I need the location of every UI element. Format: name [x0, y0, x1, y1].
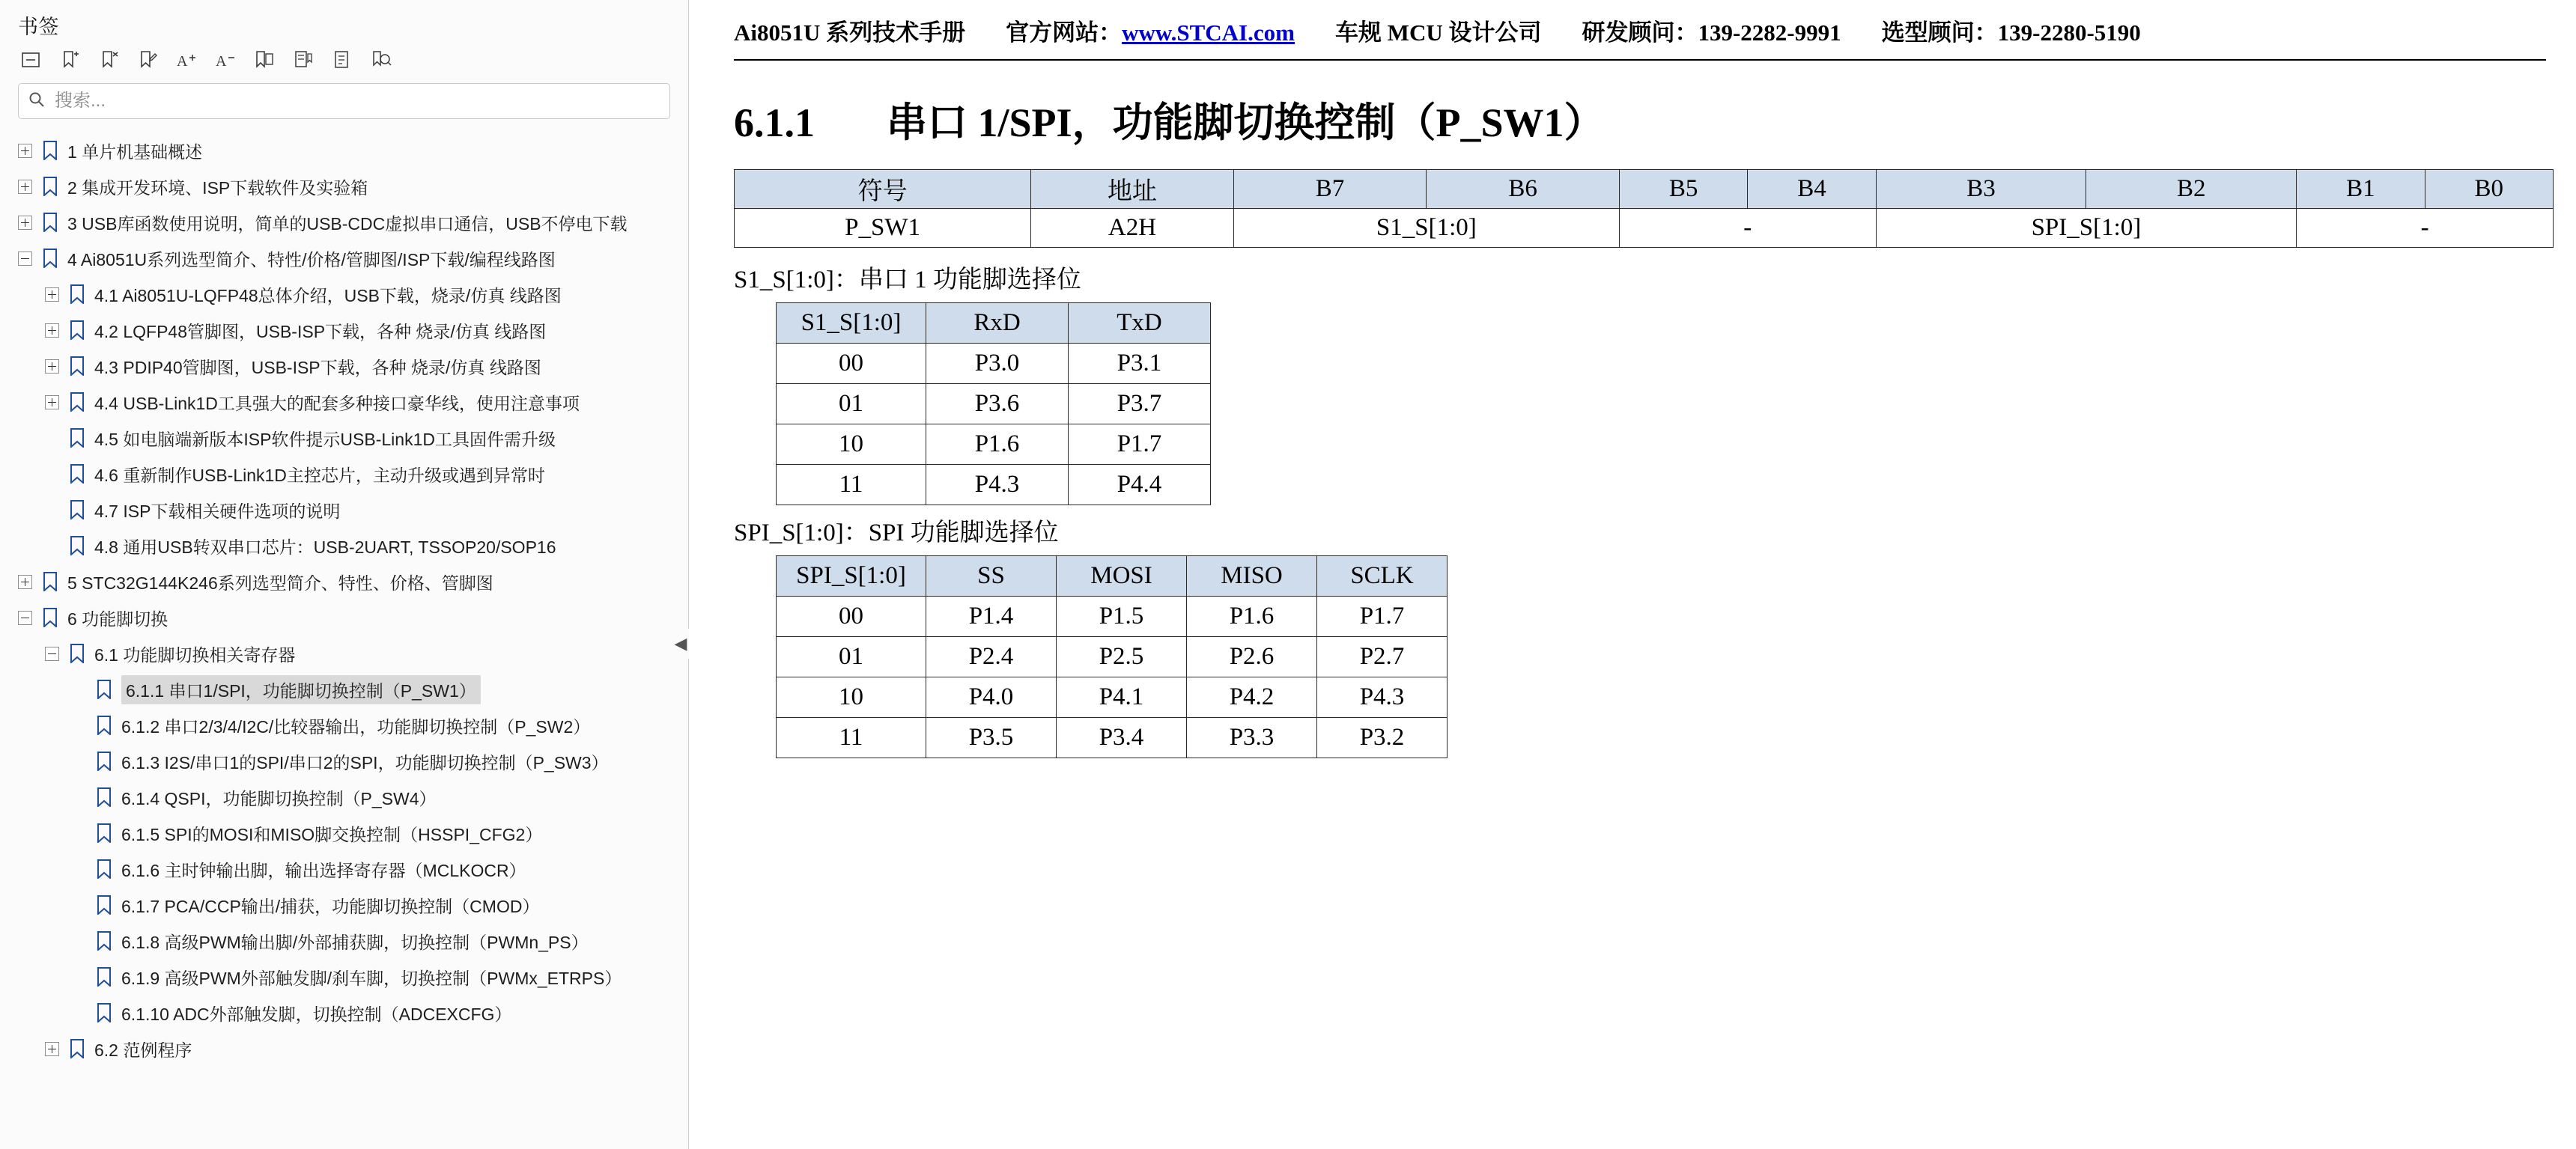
decrease-font-icon[interactable] [213, 47, 238, 73]
table-row [777, 424, 1211, 465]
table-cell: P4.4 [1069, 465, 1211, 505]
bookmark-item[interactable] [0, 384, 688, 420]
bookmark-item[interactable] [0, 132, 688, 168]
table-cell: P3.1 [1069, 344, 1211, 384]
table-row [735, 209, 2554, 248]
bookmark-icon [67, 320, 87, 340]
bookmark-item-label: 6.1.7 PCA/CCP输出/捕获，功能脚切换控制（CMOD） [121, 896, 540, 916]
table-cell: 11 [777, 465, 926, 505]
register-table [734, 169, 2554, 248]
add-bookmark-icon[interactable] [57, 47, 82, 73]
bookmark-item[interactable] [0, 851, 688, 887]
zoom-bookmark-icon[interactable] [368, 47, 394, 73]
column-header: B6 [1427, 170, 1620, 209]
expand-icon[interactable] [40, 391, 63, 413]
column-header: MOSI [1057, 556, 1187, 597]
table-cell: P1.4 [926, 597, 1057, 637]
bookmark-icon [40, 249, 60, 268]
edit-bookmark-icon[interactable] [135, 47, 160, 73]
reg-bits-b7-b6: S1_S[1:0] [1233, 209, 1619, 248]
table-cell: P1.7 [1317, 597, 1448, 637]
table-row [777, 384, 1211, 424]
column-header: B4 [1748, 170, 1876, 209]
table-row [777, 677, 1448, 718]
bookmark-item[interactable] [0, 815, 688, 851]
expand-icon[interactable] [13, 175, 36, 198]
bookmark-item-label: 6.1.4 QSPI，功能脚切换控制（P_SW4） [121, 788, 437, 808]
column-header: B3 [1876, 170, 2086, 209]
column-header: S1_S[1:0] [777, 303, 926, 344]
table-cell: P1.6 [926, 424, 1069, 465]
bookmark-item[interactable] [0, 348, 688, 384]
section-heading: 串口 1/SPI，功能脚切换控制（P_SW1） [887, 100, 1605, 145]
bookmark-icon [94, 1003, 114, 1022]
bookmark-item-label: 4.5 如电脑端新版本ISP软件提示USB-Link1D工具固件需升级 [94, 429, 556, 449]
search-box[interactable] [18, 83, 670, 119]
table-header-row [777, 556, 1448, 597]
table-cell: 11 [777, 718, 926, 758]
column-header: B7 [1233, 170, 1427, 209]
header-sales-contact: 选型顾问：139-2280-5190 [1881, 19, 2141, 46]
table-cell: P3.7 [1069, 384, 1211, 424]
bookmarks-sidebar [0, 0, 689, 1149]
table-cell: P4.1 [1057, 677, 1187, 718]
bookmark-icon [94, 752, 114, 771]
reg-bits-b1-b0: - [2297, 209, 2554, 248]
bookmark-item-label: 4 Ai8051U系列选型简介、特性/价格/管脚图/ISP下载/编程线路图 [67, 249, 556, 269]
bookmark-item-label: 6.1.6 主时钟输出脚，输出选择寄存器（MCLKOCR） [121, 860, 526, 880]
table-cell: P4.2 [1187, 677, 1317, 718]
bookmark-item[interactable] [0, 168, 688, 204]
bookmark-item[interactable] [0, 240, 688, 276]
leaf-spacer [67, 714, 90, 737]
table-cell: P1.7 [1069, 424, 1211, 465]
sidebar-collapse-handle[interactable]: ◀ [672, 629, 689, 659]
expand-icon[interactable] [13, 211, 36, 234]
table-cell: P1.5 [1057, 597, 1187, 637]
bookmark-icon [40, 141, 60, 160]
bookmark-item[interactable] [0, 204, 688, 240]
bookmark-item[interactable] [0, 959, 688, 995]
bookmark-item-label: 6.1.2 串口2/3/4/I2C/比较器输出，功能脚切换控制（P_SW2） [121, 716, 591, 737]
bookmark-item-label: 4.3 PDIP40管脚图，USB-ISP下载，各种 烧录/仿真 线路图 [94, 357, 541, 377]
bookmark-item-label: 6.2 范例程序 [94, 1040, 192, 1060]
section-number: 6.1.1 [734, 100, 815, 145]
table-cell: 10 [777, 424, 926, 465]
leaf-spacer [67, 858, 90, 880]
bookmark-icon [94, 931, 114, 951]
bookmark-item[interactable] [0, 923, 688, 959]
table-cell: P3.5 [926, 718, 1057, 758]
bookmark-properties-icon[interactable] [252, 47, 277, 73]
collapse-all-icon[interactable] [18, 47, 43, 73]
expand-icon[interactable] [40, 319, 63, 341]
expand-icon[interactable] [13, 570, 36, 593]
bookmark-item[interactable] [0, 528, 688, 564]
reg-address: A2H [1031, 209, 1233, 248]
bookmark-icon [40, 608, 60, 627]
table-cell: 00 [777, 344, 926, 384]
bookmark-item[interactable] [0, 707, 688, 743]
leaf-spacer [67, 750, 90, 772]
expand-icon[interactable] [13, 139, 36, 162]
bookmark-icon [67, 500, 87, 519]
bookmark-tree[interactable] [0, 129, 688, 1149]
leaf-spacer [67, 786, 90, 808]
header-divider [734, 59, 2546, 61]
bookmark-item-label: 6 功能脚切换 [67, 609, 168, 629]
table-cell: P3.3 [1187, 718, 1317, 758]
bookmark-icon [67, 644, 87, 663]
sidebar-title: 书签 [18, 16, 59, 38]
column-header: B5 [1619, 170, 1747, 209]
bookmark-icon [67, 356, 87, 376]
table-cell: 00 [777, 597, 926, 637]
header-manual-title: Ai8051U 系列技术手册 [734, 19, 966, 46]
table-row [777, 465, 1211, 505]
s1-caption: S1_S[1:0]：串口 1 功能脚选择位 [734, 266, 1081, 293]
column-header: B0 [2425, 170, 2553, 209]
leaf-spacer [40, 534, 63, 557]
reg-bits-b3-b2: SPI_S[1:0] [1876, 209, 2297, 248]
bookmark-icon [40, 572, 60, 591]
bookmark-item[interactable] [0, 636, 688, 671]
expand-icon[interactable] [40, 1037, 63, 1060]
s1-select-table [776, 302, 1211, 505]
leaf-spacer [67, 894, 90, 916]
bookmark-item[interactable] [0, 743, 688, 779]
bookmark-icon [67, 284, 87, 304]
delete-bookmark-icon[interactable] [96, 47, 121, 73]
table-row [777, 637, 1448, 677]
header-website-label: 官方网站： [1006, 19, 1123, 46]
bookmark-icon [94, 967, 114, 987]
spi-select-table [776, 555, 1448, 758]
expand-icon[interactable] [40, 355, 63, 377]
column-header: RxD [926, 303, 1069, 344]
bookmark-item-label: 4.8 通用USB转双串口芯片：USB-2UART, TSSOP20/SOP16 [94, 537, 556, 557]
bookmark-icon [94, 716, 114, 735]
table-cell: P1.6 [1187, 597, 1317, 637]
increase-font-icon[interactable] [174, 47, 199, 73]
bookmark-item[interactable] [0, 995, 688, 1031]
table-cell: P2.6 [1187, 637, 1317, 677]
table-cell: P4.0 [926, 677, 1057, 718]
bookmark-item[interactable] [0, 671, 688, 707]
bookmark-icon [40, 213, 60, 232]
table-cell: P2.5 [1057, 637, 1187, 677]
bookmark-icon [67, 428, 87, 448]
svg-text:A: A [216, 53, 227, 70]
table-cell: P3.6 [926, 384, 1069, 424]
leaf-spacer [40, 463, 63, 485]
bookmark-item-label: 6.1.5 SPI的MOSI和MISO脚交换控制（HSSPI_CFG2） [121, 824, 543, 844]
leaf-spacer [67, 678, 90, 701]
expand-icon[interactable] [40, 283, 63, 305]
collapse-icon[interactable] [13, 247, 36, 269]
bookmark-item-label: 4.6 重新制作USB-Link1D主控芯片，主动升级或遇到异常时 [94, 465, 545, 485]
table-cell: P2.7 [1317, 637, 1448, 677]
column-header: TxD [1069, 303, 1211, 344]
table-cell: 01 [777, 637, 926, 677]
header-company: 车规 MCU 设计公司 [1334, 19, 1542, 46]
table-cell: P3.0 [926, 344, 1069, 384]
column-header: SPI_S[1:0] [777, 556, 926, 597]
document-bookmark-icon[interactable] [329, 47, 355, 73]
bookmark-item-label: 5 STC32G144K246系列选型简介、特性、价格、管脚图 [67, 573, 493, 593]
bookmark-item-label: 4.2 LQFP48管脚图，USB-ISP下载，各种 烧录/仿真 线路图 [94, 321, 547, 341]
column-header: B2 [2086, 170, 2297, 209]
header-rd-contact: 研发顾问：139-2282-9991 [1582, 19, 1841, 46]
table-row [777, 597, 1448, 637]
column-header: SCLK [1317, 556, 1448, 597]
bookmark-item[interactable] [0, 312, 688, 348]
bookmark-item[interactable] [0, 887, 688, 923]
bookmark-item[interactable] [0, 276, 688, 312]
table-cell: P2.4 [926, 637, 1057, 677]
page-bookmark-icon[interactable] [291, 47, 316, 73]
document-running-header [734, 0, 2546, 55]
table-cell: P3.2 [1317, 718, 1448, 758]
bookmark-item-label: 1 单片机基础概述 [67, 141, 203, 162]
bookmark-item[interactable] [0, 564, 688, 600]
table-cell: 01 [777, 384, 926, 424]
column-header: 地址 [1031, 170, 1233, 209]
leaf-spacer [40, 499, 63, 521]
table-cell: P4.3 [1317, 677, 1448, 718]
leaf-spacer [40, 427, 63, 449]
document-viewer [689, 0, 2576, 1149]
column-header: B1 [2297, 170, 2425, 209]
table-row [777, 718, 1448, 758]
bookmark-item[interactable] [0, 1031, 688, 1067]
collapse-icon[interactable] [13, 606, 36, 629]
search-input[interactable] [53, 90, 660, 112]
column-header: MISO [1187, 556, 1317, 597]
bookmark-icon [94, 823, 114, 843]
bookmark-item-label: 4.1 Ai8051U-LQFP48总体介绍，USB下载，烧录/仿真 线路图 [94, 285, 562, 305]
bookmark-icon [94, 787, 114, 807]
bookmark-icon [67, 464, 87, 484]
header-website [1006, 13, 1295, 47]
table-row [777, 344, 1211, 384]
bookmarks-toolbar [0, 44, 688, 80]
bookmark-icon [67, 392, 87, 412]
bookmark-icon [94, 859, 114, 879]
bookmark-item-label: 6.1 功能脚切换相关寄存器 [94, 644, 296, 665]
bookmark-item[interactable] [0, 779, 688, 815]
svg-text:A: A [177, 53, 188, 70]
spi-caption: SPI_S[1:0]：SPI 功能脚选择位 [734, 519, 1059, 546]
bookmark-icon [67, 536, 87, 555]
bookmark-item-label: 4.7 ISP下载相关硬件选项的说明 [94, 501, 341, 521]
table-cell: 10 [777, 677, 926, 718]
table-cell: P4.3 [926, 465, 1069, 505]
bookmark-item[interactable] [0, 456, 688, 492]
table-header-row [777, 303, 1211, 344]
table-cell: P3.4 [1057, 718, 1187, 758]
bookmark-icon [94, 680, 114, 699]
bookmark-item-label: 2 集成开发环境、ISP下载软件及实验箱 [67, 177, 368, 198]
reg-symbol: P_SW1 [735, 209, 1031, 248]
leaf-spacer [67, 930, 90, 952]
bookmark-item-label: 4.4 USB-Link1D工具强大的配套多种接口豪华线，使用注意事项 [94, 393, 580, 413]
bookmark-item-label: 3 USB库函数使用说明，简单的USB-CDC虚拟串口通信，USB不停电下载 [67, 213, 628, 234]
column-header: 符号 [735, 170, 1031, 209]
bookmark-item-label: 6.1.9 高级PWM外部触发脚/刹车脚，切换控制（PWMx_ETRPS） [121, 968, 622, 988]
bookmark-icon [67, 1039, 87, 1058]
bookmark-item[interactable] [0, 420, 688, 456]
bookmark-icon [94, 895, 114, 915]
bookmark-item[interactable] [0, 600, 688, 636]
leaf-spacer [67, 822, 90, 844]
collapse-icon[interactable] [40, 642, 63, 665]
page-title [734, 91, 2546, 148]
reg-bits-b5-b4: - [1619, 209, 1876, 248]
leaf-spacer [67, 1002, 90, 1024]
bookmark-item-label: 6.1.1 串口1/SPI，功能脚切换控制（P_SW1） [121, 675, 481, 704]
table-header-row [735, 170, 2554, 209]
search-icon [28, 91, 46, 112]
column-header: SS [926, 556, 1057, 597]
header-website-link[interactable]: www.STCAI.com [1122, 19, 1295, 46]
bookmark-item-label: 6.1.8 高级PWM输出脚/外部捕获脚，切换控制（PWMn_PS） [121, 932, 589, 952]
bookmark-item-label: 6.1.10 ADC外部触发脚，切换控制（ADCEXCFG） [121, 1004, 512, 1024]
bookmark-item[interactable] [0, 492, 688, 528]
leaf-spacer [67, 966, 90, 988]
bookmark-item-label: 6.1.3 I2S/串口1的SPI/串口2的SPI，功能脚切换控制（P_SW3） [121, 752, 609, 772]
bookmark-icon [40, 177, 60, 196]
